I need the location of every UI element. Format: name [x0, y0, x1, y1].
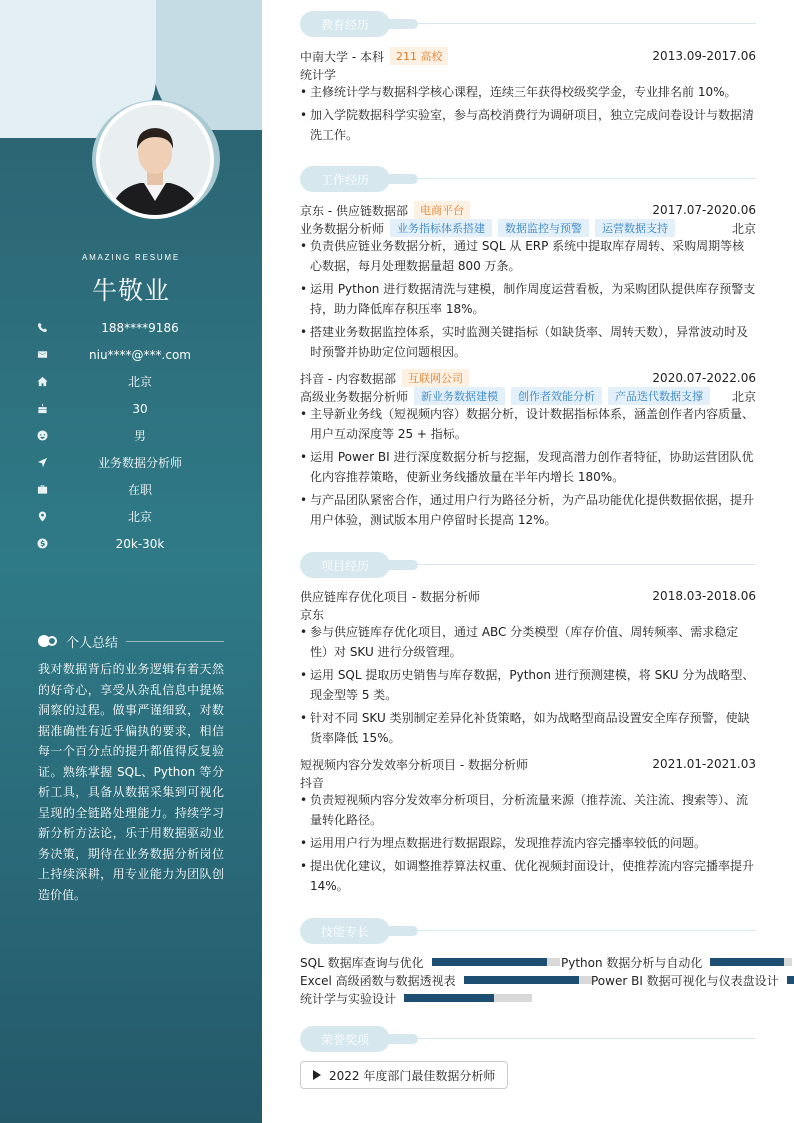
project-org: 抖音 [300, 775, 325, 790]
send-icon [36, 456, 48, 468]
list-item: • 参与供应链库存优化项目，通过 ABC 分类模型（库存价值、周转频率、需求稳定性）对 SKU 进行分级管理。 [300, 622, 756, 662]
info-salary [36, 530, 236, 557]
list-item: • 针对不同 SKU 类别制定差异化补货策略，如为战略型商品设置安全库存预警，使缺货率降低 15%。 [300, 708, 756, 748]
role-tag: 数据监控与预警 [498, 219, 589, 237]
work-header [300, 369, 756, 387]
section-title: 项目经历 [300, 552, 390, 578]
dots-icon [38, 635, 60, 647]
role: 业务数据分析师 [300, 221, 385, 236]
list-item: • 负责短视频内容分发效率分析项目，分析流量来源（推荐流、关注流、搜索等）、流量转化路径。 [300, 790, 756, 830]
section-header-projects [300, 552, 756, 578]
skill-name: SQL 数据库查询与优化 [300, 955, 424, 970]
skill-bar [464, 976, 592, 984]
project-title: 供应链库存优化项目 - 数据分析师 [300, 589, 480, 604]
personal-info-list [36, 314, 236, 557]
skill-item [300, 953, 560, 971]
role-tag: 创作者效能分析 [511, 387, 602, 405]
list-item: • 主导新业务线（短视频内容）数据分析，设计数据指标体系，涵盖创作者内容质量、用户互动深度等 25 + 指标。 [300, 404, 756, 444]
summary-title: 个人总结 [66, 635, 119, 651]
city: 北京 [731, 389, 756, 404]
face-icon [36, 429, 48, 441]
info-value: niu****@***.com [89, 347, 191, 362]
section-header-awards [300, 1026, 756, 1052]
skill-name: Excel 高级函数与数据透视表 [300, 973, 456, 988]
section-title: 教育经历 [300, 11, 390, 37]
section-header-skills [300, 918, 756, 944]
list-item: • 负责供应链业务数据分析，通过 SQL 从 ERP 系统中提取库存周转、采购周期等核心数据，每月处理数据量超 800 万条。 [300, 236, 756, 276]
avatar [96, 101, 214, 219]
section-title: 工作经历 [300, 166, 390, 192]
work-bullets [300, 404, 756, 533]
skill-bar-fill [404, 994, 494, 1002]
divider [418, 930, 756, 931]
work-header [300, 201, 756, 219]
skill-bar [432, 958, 560, 966]
skill-bar [710, 958, 792, 966]
role-tag: 业务指标体系搭建 [390, 219, 492, 237]
info-value: 20k-30k [115, 536, 165, 551]
sidebar [0, 0, 262, 1123]
skill-bar [787, 976, 794, 984]
list-item: • 运用用户行为埋点数据进行数据跟踪，发现推荐流内容完播率较低的问题。 [300, 833, 756, 853]
major: 统计学 [300, 67, 337, 82]
money-icon [36, 537, 48, 549]
company-tag: 电商平台 [414, 201, 470, 219]
work-role-row [300, 219, 756, 237]
role-tag: 新业务数据建模 [414, 387, 505, 405]
role: 高级业务数据分析师 [300, 389, 409, 404]
cake-icon [36, 402, 48, 414]
company: 京东 - 供应链数据部 [300, 203, 408, 218]
skill-name: 统计学与实验设计 [300, 991, 397, 1006]
info-status [36, 476, 236, 503]
work-bullets [300, 236, 756, 365]
period: 2020.07-2022.06 [652, 371, 756, 385]
list-item: • 运用 Power BI 进行深度数据分析与挖掘，发现高潜力创作者特征，协助运营团队优化内容推荐策略，使新业务线播放量在半年内增长 180%。 [300, 447, 756, 487]
project-org-row [300, 773, 756, 791]
period: 2013.09-2017.06 [652, 49, 756, 63]
info-gender [36, 422, 236, 449]
company: 抖音 - 内容数据部 [300, 371, 396, 386]
info-age [36, 395, 236, 422]
role-tag: 运营数据支持 [595, 219, 675, 237]
info-value: 业务数据分析师 [97, 456, 182, 470]
divider [418, 1038, 756, 1039]
period: 2017.07-2020.06 [652, 203, 756, 217]
education-bullets [300, 82, 756, 148]
project-org: 京东 [300, 607, 325, 622]
skill-bar-fill [432, 958, 547, 966]
summary-header [38, 632, 224, 650]
award-label: 2022 年度部门最佳数据分析师 [329, 1068, 496, 1083]
info-phone [36, 314, 236, 341]
candidate-name: 牛敬业 [91, 276, 170, 305]
list-item: • 主修统计学与数据科学核心课程，连续三年获得校级奖学金，专业排名前 10%。 [300, 82, 756, 102]
mail-icon [36, 348, 48, 360]
skill-item [561, 953, 792, 971]
skill-bar-fill [787, 976, 794, 984]
divider [126, 641, 224, 642]
skill-item [591, 971, 794, 989]
period: 2021.01-2021.03 [652, 757, 756, 771]
skill-name: Python 数据分析与自动化 [561, 955, 703, 970]
briefcase-icon [36, 483, 48, 495]
avatar-portrait-icon [100, 105, 210, 215]
section-header-work [300, 166, 756, 192]
city: 北京 [731, 221, 756, 236]
project-bullets [300, 790, 756, 899]
school-tag: 211 高校 [390, 47, 449, 65]
skill-bar [404, 994, 532, 1002]
skill-item [300, 989, 532, 1007]
skill-bar-fill [464, 976, 579, 984]
summary-text: 我对数据背后的业务逻辑有着天然的好奇心，享受从杂乱信息中提炼洞察的过程。做事严谨细致，对数据准确性有近乎偏执的要求，相信每一个百分点的提升都值得反复验证。熟练掌握 SQL、Python 等分析工具，具备从数据采集到可视化呈现的全链路处理能力。持续学习新分析方法论，乐于用数据驱动业务决策，期待在业务数据分析岗位上持续深耕，用专业能力为团队创造价值。 [38, 662, 224, 902]
period: 2018.03-2018.06 [652, 589, 756, 603]
home-icon [36, 375, 48, 387]
tagline: AMAZING RESUME [81, 253, 181, 262]
project-header [300, 587, 756, 605]
project-org-row [300, 605, 756, 623]
info-location [36, 503, 236, 530]
skill-name: Power BI 数据可视化与仪表盘设计 [591, 973, 779, 988]
skill-item [300, 971, 592, 989]
info-value: 北京 [127, 510, 152, 524]
award-item[interactable] [300, 1061, 508, 1089]
list-item: • 与产品团队紧密合作，通过用户行为路径分析，为产品功能优化提供数据依据，提升用户体验，测试版本用户停留时长提高 12%。 [300, 490, 756, 530]
list-item: • 加入学院数据科学实验室，参与高校消费行为调研项目，独立完成问卷设计与数据清洗工作。 [300, 105, 756, 145]
info-position [36, 449, 236, 476]
info-value: 在职 [127, 483, 152, 497]
info-value: 北京 [127, 375, 152, 389]
section-title: 技能专长 [300, 918, 390, 944]
section-title: 荣誉奖项 [300, 1026, 390, 1052]
school: 中南大学 - 本科 [300, 49, 384, 64]
project-bullets [300, 622, 756, 751]
divider [418, 564, 756, 565]
location-pin-icon [36, 510, 48, 522]
project-title: 短视频内容分发效率分析项目 - 数据分析师 [300, 757, 528, 772]
phone-icon [36, 321, 48, 333]
info-value: 188****9186 [101, 320, 179, 335]
divider [418, 23, 756, 24]
play-triangle-icon [313, 1070, 321, 1080]
section-header-education [300, 11, 756, 37]
info-value: 30 [132, 401, 148, 416]
project-header [300, 755, 756, 773]
list-item: • 搭建业务数据监控体系，实时监测关键指标（如缺货率、周转天数），异常波动时及时预警并协助定位问题根因。 [300, 322, 756, 362]
education-header [300, 47, 756, 65]
info-email [36, 341, 236, 368]
divider [418, 178, 756, 179]
info-value: 男 [133, 429, 146, 443]
company-tag: 互联网公司 [402, 369, 469, 387]
list-item: • 运用 SQL 提取历史销售与库存数据，Python 进行预测建模，将 SKU 分为战略型、现金型等 5 类。 [300, 665, 756, 705]
role-tag: 产品迭代数据支撑 [608, 387, 710, 405]
list-item: • 提出优化建议，如调整推荐算法权重、优化视频封面设计，使推荐流内容完播率提升 14%。 [300, 856, 756, 896]
education-major-row [300, 65, 756, 83]
skill-bar-fill [710, 958, 784, 966]
work-role-row [300, 387, 756, 405]
list-item: • 运用 Python 进行数据清洗与建模，制作周度运营看板，为采购团队提供库存预警支持，助力降低库存积压率 18%。 [300, 279, 756, 319]
info-home [36, 368, 236, 395]
